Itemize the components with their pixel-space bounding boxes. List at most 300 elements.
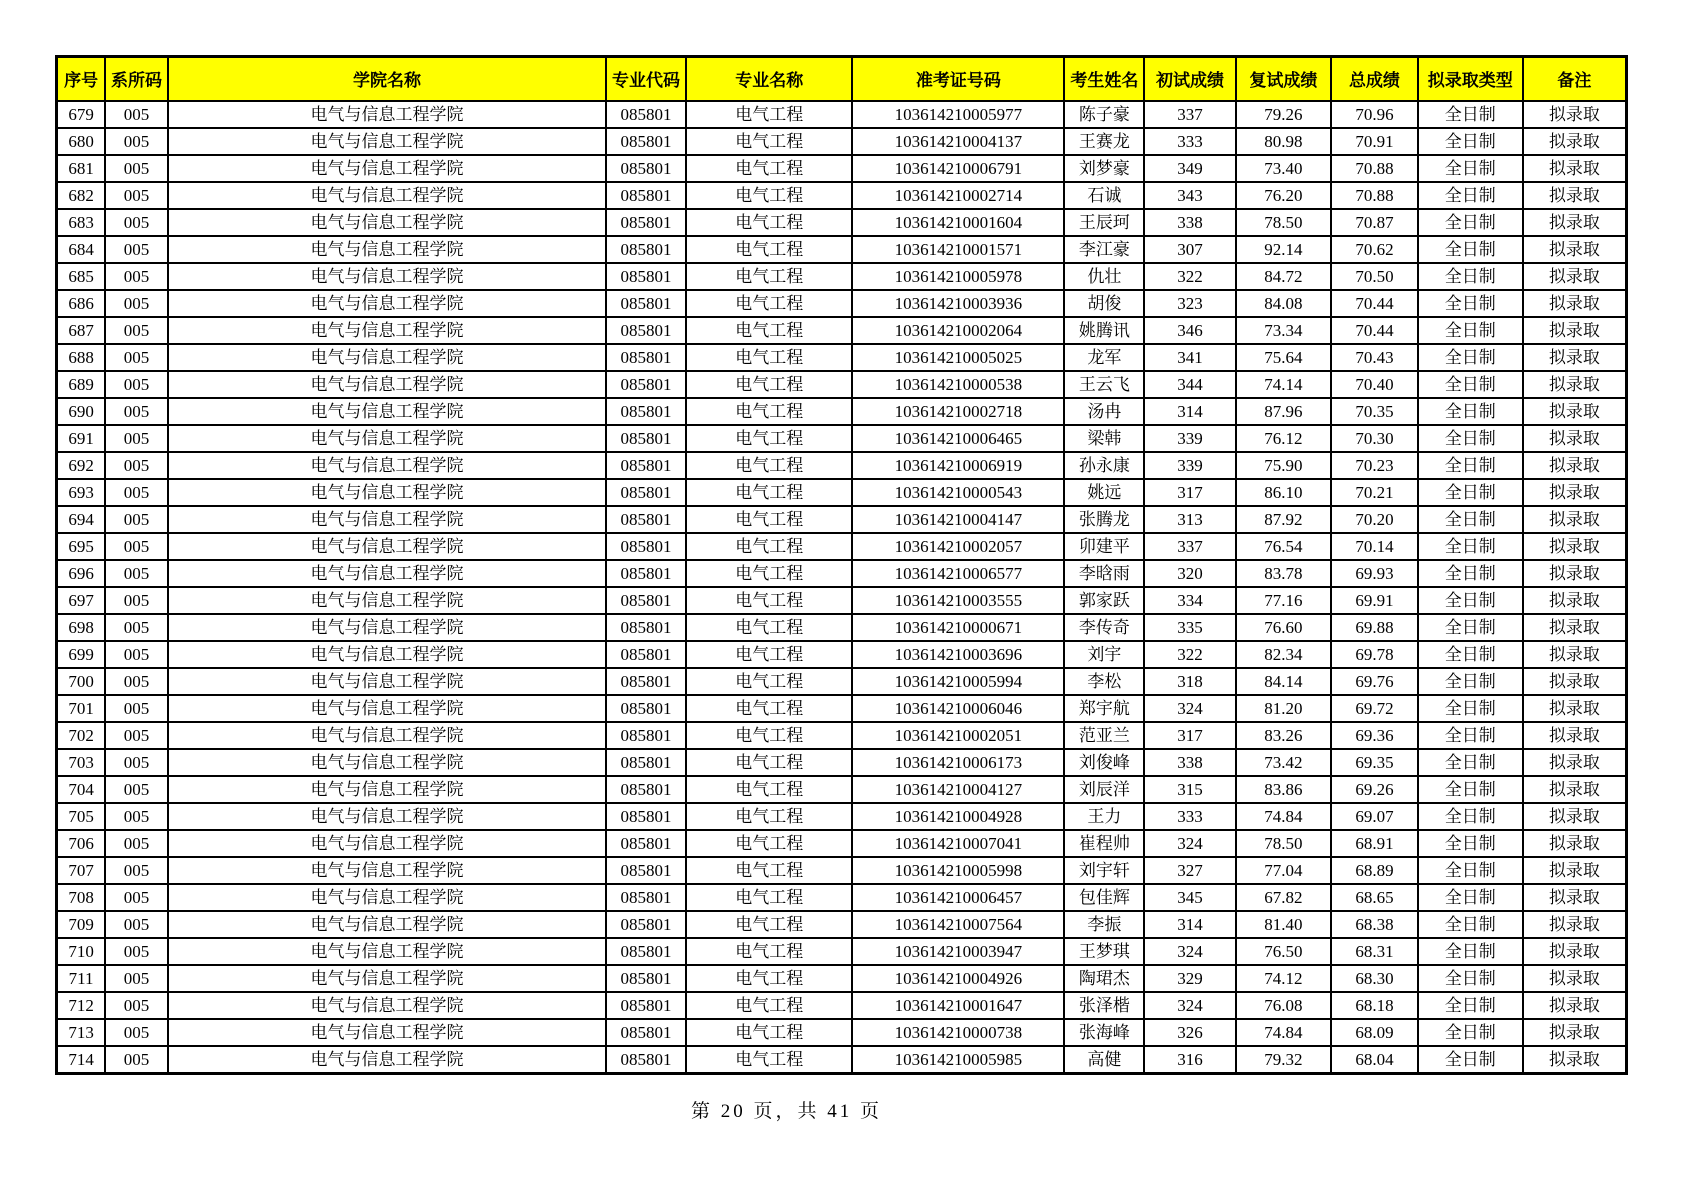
- admission-type-cell: 全日制: [1418, 749, 1523, 776]
- total-score-cell: 70.96: [1331, 101, 1417, 128]
- admission-type-cell: 全日制: [1418, 506, 1523, 533]
- admission-type-cell: 全日制: [1418, 344, 1523, 371]
- major-code-cell: 085801: [606, 722, 686, 749]
- initial-score-cell: 326: [1144, 1019, 1235, 1046]
- ticket-number-cell: 103614210002051: [852, 722, 1064, 749]
- candidate-name-cell: 崔程帅: [1064, 830, 1144, 857]
- retest-score-cell: 73.42: [1236, 749, 1332, 776]
- initial-score-cell: 324: [1144, 695, 1235, 722]
- college-name-cell: 电气与信息工程学院: [168, 776, 606, 803]
- major-name-cell: 电气工程: [686, 263, 852, 290]
- dept-code-cell: 005: [105, 209, 168, 236]
- dept-code-cell: 005: [105, 182, 168, 209]
- major-code-cell: 085801: [606, 155, 686, 182]
- candidate-name-cell: 范亚兰: [1064, 722, 1144, 749]
- serial-number-cell: 691: [57, 425, 106, 452]
- total-score-cell: 70.44: [1331, 317, 1417, 344]
- ticket-number-cell: 103614210000738: [852, 1019, 1064, 1046]
- remark-cell: 拟录取: [1523, 317, 1627, 344]
- admission-type-cell: 全日制: [1418, 722, 1523, 749]
- serial-number-cell: 698: [57, 614, 106, 641]
- ticket-number-cell: 103614210005977: [852, 101, 1064, 128]
- candidate-name-cell: 李松: [1064, 668, 1144, 695]
- remark-cell: 拟录取: [1523, 101, 1627, 128]
- dept-code-cell: 005: [105, 749, 168, 776]
- dept-code-cell: 005: [105, 614, 168, 641]
- serial-number-cell: 714: [57, 1046, 106, 1074]
- remark-cell: 拟录取: [1523, 560, 1627, 587]
- remark-cell: 拟录取: [1523, 1019, 1627, 1046]
- candidate-name-cell: 李传奇: [1064, 614, 1144, 641]
- initial-score-cell: 318: [1144, 668, 1235, 695]
- admission-type-cell: 全日制: [1418, 290, 1523, 317]
- ticket-number-cell: 103614210007041: [852, 830, 1064, 857]
- table-row: [57, 263, 1627, 290]
- column-header-serial: 序号: [57, 57, 106, 101]
- candidate-name-cell: 胡俊: [1064, 290, 1144, 317]
- retest-score-cell: 75.64: [1236, 344, 1332, 371]
- dept-code-cell: 005: [105, 803, 168, 830]
- major-name-cell: 电气工程: [686, 722, 852, 749]
- college-name-cell: 电气与信息工程学院: [168, 425, 606, 452]
- major-code-cell: 085801: [606, 830, 686, 857]
- remark-cell: 拟录取: [1523, 236, 1627, 263]
- total-score-cell: 68.65: [1331, 884, 1417, 911]
- ticket-number-cell: 103614210004928: [852, 803, 1064, 830]
- admission-type-cell: 全日制: [1418, 830, 1523, 857]
- initial-score-cell: 346: [1144, 317, 1235, 344]
- college-name-cell: 电气与信息工程学院: [168, 803, 606, 830]
- dept-code-cell: 005: [105, 371, 168, 398]
- college-name-cell: 电气与信息工程学院: [168, 101, 606, 128]
- college-name-cell: 电气与信息工程学院: [168, 398, 606, 425]
- college-name-cell: 电气与信息工程学院: [168, 911, 606, 938]
- total-score-cell: 68.18: [1331, 992, 1417, 1019]
- major-name-cell: 电气工程: [686, 1019, 852, 1046]
- dept-code-cell: 005: [105, 641, 168, 668]
- table-row: [57, 209, 1627, 236]
- table-header: [57, 57, 1627, 101]
- table-row: [57, 1019, 1627, 1046]
- table-row: [57, 749, 1627, 776]
- total-score-cell: 70.21: [1331, 479, 1417, 506]
- retest-score-cell: 73.34: [1236, 317, 1332, 344]
- major-code-cell: 085801: [606, 398, 686, 425]
- major-name-cell: 电气工程: [686, 749, 852, 776]
- major-code-cell: 085801: [606, 965, 686, 992]
- college-name-cell: 电气与信息工程学院: [168, 371, 606, 398]
- major-name-cell: 电气工程: [686, 911, 852, 938]
- admission-type-cell: 全日制: [1418, 209, 1523, 236]
- initial-score-cell: 338: [1144, 209, 1235, 236]
- major-name-cell: 电气工程: [686, 533, 852, 560]
- major-name-cell: 电气工程: [686, 182, 852, 209]
- candidate-name-cell: 陈子豪: [1064, 101, 1144, 128]
- admission-type-cell: 全日制: [1418, 479, 1523, 506]
- major-code-cell: 085801: [606, 533, 686, 560]
- table-row: [57, 101, 1627, 128]
- retest-score-cell: 77.16: [1236, 587, 1332, 614]
- remark-cell: 拟录取: [1523, 722, 1627, 749]
- college-name-cell: 电气与信息工程学院: [168, 263, 606, 290]
- serial-number-cell: 685: [57, 263, 106, 290]
- remark-cell: 拟录取: [1523, 290, 1627, 317]
- serial-number-cell: 713: [57, 1019, 106, 1046]
- total-score-cell: 69.07: [1331, 803, 1417, 830]
- total-score-cell: 70.23: [1331, 452, 1417, 479]
- remark-cell: 拟录取: [1523, 911, 1627, 938]
- admission-type-cell: 全日制: [1418, 236, 1523, 263]
- serial-number-cell: 710: [57, 938, 106, 965]
- ticket-number-cell: 103614210000671: [852, 614, 1064, 641]
- college-name-cell: 电气与信息工程学院: [168, 641, 606, 668]
- major-name-cell: 电气工程: [686, 560, 852, 587]
- college-name-cell: 电气与信息工程学院: [168, 128, 606, 155]
- serial-number-cell: 689: [57, 371, 106, 398]
- college-name-cell: 电气与信息工程学院: [168, 236, 606, 263]
- admission-type-cell: 全日制: [1418, 614, 1523, 641]
- candidate-name-cell: 王辰珂: [1064, 209, 1144, 236]
- ticket-number-cell: 103614210002057: [852, 533, 1064, 560]
- retest-score-cell: 67.82: [1236, 884, 1332, 911]
- major-name-cell: 电气工程: [686, 1046, 852, 1074]
- admission-type-cell: 全日制: [1418, 128, 1523, 155]
- total-score-cell: 70.50: [1331, 263, 1417, 290]
- total-score-cell: 69.93: [1331, 560, 1417, 587]
- ticket-number-cell: 103614210006791: [852, 155, 1064, 182]
- table-row: [57, 722, 1627, 749]
- admission-type-cell: 全日制: [1418, 857, 1523, 884]
- serial-number-cell: 693: [57, 479, 106, 506]
- major-code-cell: 085801: [606, 452, 686, 479]
- college-name-cell: 电气与信息工程学院: [168, 452, 606, 479]
- admission-type-cell: 全日制: [1418, 776, 1523, 803]
- total-score-cell: 70.88: [1331, 182, 1417, 209]
- retest-score-cell: 84.72: [1236, 263, 1332, 290]
- retest-score-cell: 87.92: [1236, 506, 1332, 533]
- retest-score-cell: 76.20: [1236, 182, 1332, 209]
- dept-code-cell: 005: [105, 425, 168, 452]
- ticket-number-cell: 103614210005025: [852, 344, 1064, 371]
- table-body: [57, 101, 1627, 1074]
- serial-number-cell: 681: [57, 155, 106, 182]
- retest-score-cell: 74.14: [1236, 371, 1332, 398]
- ticket-number-cell: 103614210004926: [852, 965, 1064, 992]
- dept-code-cell: 005: [105, 776, 168, 803]
- serial-number-cell: 700: [57, 668, 106, 695]
- candidate-name-cell: 姚远: [1064, 479, 1144, 506]
- serial-number-cell: 712: [57, 992, 106, 1019]
- table-row: [57, 830, 1627, 857]
- serial-number-cell: 690: [57, 398, 106, 425]
- remark-cell: 拟录取: [1523, 965, 1627, 992]
- serial-number-cell: 709: [57, 911, 106, 938]
- remark-cell: 拟录取: [1523, 128, 1627, 155]
- ticket-number-cell: 103614210001571: [852, 236, 1064, 263]
- serial-number-cell: 679: [57, 101, 106, 128]
- major-name-cell: 电气工程: [686, 425, 852, 452]
- dept-code-cell: 005: [105, 857, 168, 884]
- admission-type-cell: 全日制: [1418, 1019, 1523, 1046]
- retest-score-cell: 79.26: [1236, 101, 1332, 128]
- major-name-cell: 电气工程: [686, 992, 852, 1019]
- major-name-cell: 电气工程: [686, 452, 852, 479]
- dept-code-cell: 005: [105, 290, 168, 317]
- retest-score-cell: 76.54: [1236, 533, 1332, 560]
- total-score-cell: 70.35: [1331, 398, 1417, 425]
- major-name-cell: 电气工程: [686, 209, 852, 236]
- column-header-initial-score: 初试成绩: [1144, 57, 1235, 101]
- serial-number-cell: 701: [57, 695, 106, 722]
- initial-score-cell: 345: [1144, 884, 1235, 911]
- dept-code-cell: 005: [105, 506, 168, 533]
- ticket-number-cell: 103614210003936: [852, 290, 1064, 317]
- table-row: [57, 452, 1627, 479]
- serial-number-cell: 684: [57, 236, 106, 263]
- ticket-number-cell: 103614210002714: [852, 182, 1064, 209]
- table-row: [57, 668, 1627, 695]
- remark-cell: 拟录取: [1523, 344, 1627, 371]
- admission-type-cell: 全日制: [1418, 992, 1523, 1019]
- college-name-cell: 电气与信息工程学院: [168, 317, 606, 344]
- ticket-number-cell: 103614210006046: [852, 695, 1064, 722]
- candidate-name-cell: 卯建平: [1064, 533, 1144, 560]
- college-name-cell: 电气与信息工程学院: [168, 587, 606, 614]
- major-name-cell: 电气工程: [686, 128, 852, 155]
- college-name-cell: 电气与信息工程学院: [168, 182, 606, 209]
- ticket-number-cell: 103614210004137: [852, 128, 1064, 155]
- admission-type-cell: 全日制: [1418, 317, 1523, 344]
- remark-cell: 拟录取: [1523, 803, 1627, 830]
- serial-number-cell: 708: [57, 884, 106, 911]
- dept-code-cell: 005: [105, 533, 168, 560]
- college-name-cell: 电气与信息工程学院: [168, 857, 606, 884]
- initial-score-cell: 339: [1144, 452, 1235, 479]
- initial-score-cell: 322: [1144, 263, 1235, 290]
- table-row: [57, 965, 1627, 992]
- major-code-cell: 085801: [606, 641, 686, 668]
- initial-score-cell: 337: [1144, 101, 1235, 128]
- college-name-cell: 电气与信息工程学院: [168, 344, 606, 371]
- initial-score-cell: 337: [1144, 533, 1235, 560]
- ticket-number-cell: 103614210006919: [852, 452, 1064, 479]
- retest-score-cell: 78.50: [1236, 830, 1332, 857]
- candidate-name-cell: 张腾龙: [1064, 506, 1144, 533]
- retest-score-cell: 76.08: [1236, 992, 1332, 1019]
- remark-cell: 拟录取: [1523, 1046, 1627, 1074]
- college-name-cell: 电气与信息工程学院: [168, 938, 606, 965]
- retest-score-cell: 78.50: [1236, 209, 1332, 236]
- total-score-cell: 69.72: [1331, 695, 1417, 722]
- major-code-cell: 085801: [606, 371, 686, 398]
- dept-code-cell: 005: [105, 938, 168, 965]
- table-row: [57, 128, 1627, 155]
- total-score-cell: 69.76: [1331, 668, 1417, 695]
- initial-score-cell: 341: [1144, 344, 1235, 371]
- retest-score-cell: 75.90: [1236, 452, 1332, 479]
- column-header-candidate-name: 考生姓名: [1064, 57, 1144, 101]
- college-name-cell: 电气与信息工程学院: [168, 992, 606, 1019]
- dept-code-cell: 005: [105, 128, 168, 155]
- serial-number-cell: 697: [57, 587, 106, 614]
- admission-type-cell: 全日制: [1418, 911, 1523, 938]
- major-code-cell: 085801: [606, 479, 686, 506]
- serial-number-cell: 694: [57, 506, 106, 533]
- serial-number-cell: 696: [57, 560, 106, 587]
- candidate-name-cell: 汤冉: [1064, 398, 1144, 425]
- major-code-cell: 085801: [606, 884, 686, 911]
- serial-number-cell: 702: [57, 722, 106, 749]
- major-name-cell: 电气工程: [686, 506, 852, 533]
- college-name-cell: 电气与信息工程学院: [168, 533, 606, 560]
- initial-score-cell: 316: [1144, 1046, 1235, 1074]
- column-header-major-code: 专业代码: [606, 57, 686, 101]
- college-name-cell: 电气与信息工程学院: [168, 614, 606, 641]
- serial-number-cell: 704: [57, 776, 106, 803]
- remark-cell: 拟录取: [1523, 182, 1627, 209]
- admission-type-cell: 全日制: [1418, 452, 1523, 479]
- serial-number-cell: 683: [57, 209, 106, 236]
- total-score-cell: 70.44: [1331, 290, 1417, 317]
- remark-cell: 拟录取: [1523, 479, 1627, 506]
- college-name-cell: 电气与信息工程学院: [168, 965, 606, 992]
- admission-type-cell: 全日制: [1418, 803, 1523, 830]
- candidate-name-cell: 张海峰: [1064, 1019, 1144, 1046]
- candidate-name-cell: 刘辰洋: [1064, 776, 1144, 803]
- candidate-name-cell: 李振: [1064, 911, 1144, 938]
- remark-cell: 拟录取: [1523, 776, 1627, 803]
- serial-number-cell: 687: [57, 317, 106, 344]
- initial-score-cell: 333: [1144, 803, 1235, 830]
- serial-number-cell: 707: [57, 857, 106, 884]
- remark-cell: 拟录取: [1523, 992, 1627, 1019]
- retest-score-cell: 76.50: [1236, 938, 1332, 965]
- table-row: [57, 398, 1627, 425]
- ticket-number-cell: 103614210001647: [852, 992, 1064, 1019]
- dept-code-cell: 005: [105, 560, 168, 587]
- college-name-cell: 电气与信息工程学院: [168, 722, 606, 749]
- dept-code-cell: 005: [105, 668, 168, 695]
- retest-score-cell: 74.12: [1236, 965, 1332, 992]
- initial-score-cell: 314: [1144, 398, 1235, 425]
- remark-cell: 拟录取: [1523, 641, 1627, 668]
- page-number: 第 20 页，共 41 页: [690, 1101, 882, 1122]
- ticket-number-cell: 103614210005998: [852, 857, 1064, 884]
- table-row: [57, 317, 1627, 344]
- candidate-name-cell: 刘宇: [1064, 641, 1144, 668]
- total-score-cell: 69.35: [1331, 749, 1417, 776]
- initial-score-cell: 334: [1144, 587, 1235, 614]
- total-score-cell: 68.31: [1331, 938, 1417, 965]
- total-score-cell: 70.20: [1331, 506, 1417, 533]
- initial-score-cell: 339: [1144, 425, 1235, 452]
- total-score-cell: 69.26: [1331, 776, 1417, 803]
- college-name-cell: 电气与信息工程学院: [168, 560, 606, 587]
- dept-code-cell: 005: [105, 236, 168, 263]
- major-code-cell: 085801: [606, 1046, 686, 1074]
- column-header-retest-score: 复试成绩: [1236, 57, 1332, 101]
- dept-code-cell: 005: [105, 587, 168, 614]
- serial-number-cell: 711: [57, 965, 106, 992]
- candidate-name-cell: 石诚: [1064, 182, 1144, 209]
- ticket-number-cell: 103614210005994: [852, 668, 1064, 695]
- admission-type-cell: 全日制: [1418, 425, 1523, 452]
- candidate-name-cell: 李江豪: [1064, 236, 1144, 263]
- initial-score-cell: 335: [1144, 614, 1235, 641]
- remark-cell: 拟录取: [1523, 668, 1627, 695]
- admission-type-cell: 全日制: [1418, 263, 1523, 290]
- remark-cell: 拟录取: [1523, 452, 1627, 479]
- table-row: [57, 236, 1627, 263]
- candidate-name-cell: 梁韩: [1064, 425, 1144, 452]
- total-score-cell: 70.91: [1331, 128, 1417, 155]
- retest-score-cell: 92.14: [1236, 236, 1332, 263]
- major-code-cell: 085801: [606, 695, 686, 722]
- ticket-number-cell: 103614210003555: [852, 587, 1064, 614]
- table-row: [57, 911, 1627, 938]
- retest-score-cell: 74.84: [1236, 803, 1332, 830]
- dept-code-cell: 005: [105, 911, 168, 938]
- college-name-cell: 电气与信息工程学院: [168, 749, 606, 776]
- table-row: [57, 857, 1627, 884]
- candidate-name-cell: 李晗雨: [1064, 560, 1144, 587]
- dept-code-cell: 005: [105, 695, 168, 722]
- initial-score-cell: 317: [1144, 479, 1235, 506]
- major-name-cell: 电气工程: [686, 668, 852, 695]
- initial-score-cell: 338: [1144, 749, 1235, 776]
- table-row: [57, 371, 1627, 398]
- table-row: [57, 290, 1627, 317]
- serial-number-cell: 706: [57, 830, 106, 857]
- candidate-name-cell: 刘梦豪: [1064, 155, 1144, 182]
- ticket-number-cell: 103614210007564: [852, 911, 1064, 938]
- major-code-cell: 085801: [606, 560, 686, 587]
- dept-code-cell: 005: [105, 101, 168, 128]
- major-name-cell: 电气工程: [686, 236, 852, 263]
- candidate-name-cell: 王梦琪: [1064, 938, 1144, 965]
- column-header-ticket-number: 准考证号码: [852, 57, 1064, 101]
- dept-code-cell: 005: [105, 830, 168, 857]
- major-code-cell: 085801: [606, 992, 686, 1019]
- major-code-cell: 085801: [606, 101, 686, 128]
- candidate-name-cell: 姚腾讯: [1064, 317, 1144, 344]
- table-row: [57, 533, 1627, 560]
- dept-code-cell: 005: [105, 965, 168, 992]
- college-name-cell: 电气与信息工程学院: [168, 830, 606, 857]
- major-name-cell: 电气工程: [686, 884, 852, 911]
- remark-cell: 拟录取: [1523, 749, 1627, 776]
- total-score-cell: 68.09: [1331, 1019, 1417, 1046]
- major-name-cell: 电气工程: [686, 776, 852, 803]
- dept-code-cell: 005: [105, 317, 168, 344]
- table-row: [57, 776, 1627, 803]
- table-row: [57, 479, 1627, 506]
- ticket-number-cell: 103614210003947: [852, 938, 1064, 965]
- initial-score-cell: 327: [1144, 857, 1235, 884]
- admission-type-cell: 全日制: [1418, 155, 1523, 182]
- college-name-cell: 电气与信息工程学院: [168, 155, 606, 182]
- retest-score-cell: 80.98: [1236, 128, 1332, 155]
- candidate-name-cell: 王力: [1064, 803, 1144, 830]
- retest-score-cell: 77.04: [1236, 857, 1332, 884]
- retest-score-cell: 84.14: [1236, 668, 1332, 695]
- major-code-cell: 085801: [606, 857, 686, 884]
- serial-number-cell: 703: [57, 749, 106, 776]
- major-name-cell: 电气工程: [686, 857, 852, 884]
- initial-score-cell: 343: [1144, 182, 1235, 209]
- college-name-cell: 电气与信息工程学院: [168, 695, 606, 722]
- candidate-name-cell: 陶珺杰: [1064, 965, 1144, 992]
